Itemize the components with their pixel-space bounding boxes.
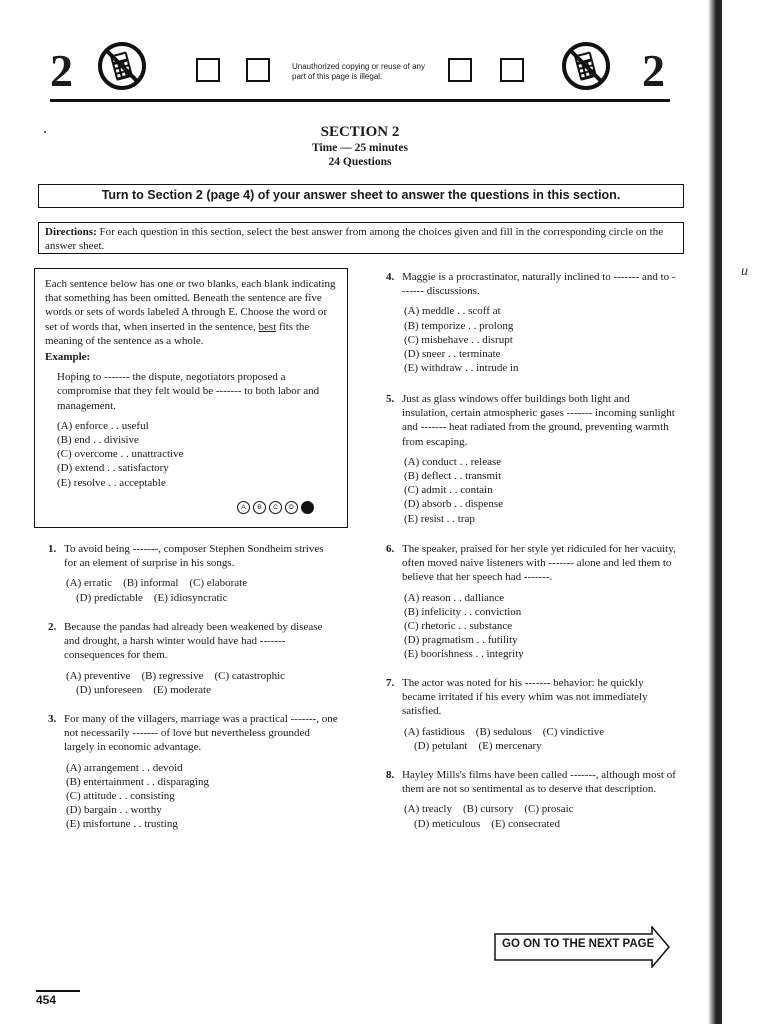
example-choice: (E) resolve . . acceptable xyxy=(57,476,166,489)
answer-bubble: B xyxy=(253,501,266,514)
choice-row: (D) predictable (E) idiosyncratic xyxy=(76,591,228,604)
answer-bubble: D xyxy=(285,501,298,514)
choice-row: (D) petulant (E) mercenary xyxy=(414,739,542,752)
question-text: The actor was noted for his ------- behavior: he quickly became irritated if his every whim was not immediately satisfied. xyxy=(402,677,648,718)
directions-label: Directions: xyxy=(45,226,97,238)
choice: (B) deflect . . transmit xyxy=(404,470,502,483)
question-number: 4. xyxy=(386,271,395,283)
header-box xyxy=(500,58,524,82)
answer-bubbles xyxy=(237,501,314,514)
question-6 xyxy=(386,542,676,662)
header-box xyxy=(196,58,220,82)
question-number: 1. xyxy=(48,543,57,555)
question-number: 3. xyxy=(48,713,57,725)
choice: (A) conduct . . release xyxy=(404,455,502,468)
go-on-label: GO ON TO THE NEXT PAGE xyxy=(502,938,655,950)
answer-bubble-filled xyxy=(301,501,314,514)
choice: (B) entertainment . . disparaging xyxy=(66,775,209,788)
example-choice: (C) overcome . . unattractive xyxy=(57,448,184,461)
header-box xyxy=(448,58,472,82)
choice: (E) misfortune . . trusting xyxy=(66,818,178,831)
question-text: Because the pandas had already been weakened by disease and drought, a harsh winter would have had ------- consequences for them. xyxy=(64,621,323,662)
section-title: SECTION 2 xyxy=(320,124,400,140)
choice: (D) bargain . . worthy xyxy=(66,804,162,817)
choice-row: (A) preventive (B) regressive (C) catastrophic xyxy=(66,669,286,682)
question-3 xyxy=(48,712,338,832)
section-question-count: 24 Questions xyxy=(328,156,392,168)
choice: (D) sneer . . terminate xyxy=(404,348,501,361)
section-number-right: 2 xyxy=(642,45,665,96)
header-box xyxy=(246,58,270,82)
question-number: 5. xyxy=(386,393,395,405)
choice-row: (A) erratic (B) informal (C) elaborate xyxy=(66,577,248,590)
example-choice: (A) enforce . . useful xyxy=(57,419,149,432)
choice: (E) boorishness . . integrity xyxy=(404,648,524,661)
question-text: Hayley Mills's films have been called -------, although most of them are not so sentimental as to deserve that description. xyxy=(402,769,676,796)
example-choice: (D) extend . . satisfactory xyxy=(57,462,169,475)
no-calculator-icon xyxy=(98,42,146,90)
question-number: 6. xyxy=(386,543,395,555)
intro-text: Each sentence below has one or two blanks, each blank indicating that something has been omitted. Beneath the sentence are five words or sets of words labeled A through E. Choose the word or set of words that, when inserted in the sentence, xyxy=(45,278,336,333)
page-header xyxy=(50,40,670,102)
margin-mark: u xyxy=(741,264,748,279)
choice: (C) admit . . contain xyxy=(404,484,493,497)
question-text: Maggie is a procrastinator, naturally inclined to ------- and to ------- discussions. xyxy=(402,271,676,298)
question-number: 2. xyxy=(48,621,57,633)
question-number: 8. xyxy=(386,769,395,781)
choice: (A) reason . . dalliance xyxy=(404,591,505,604)
directions-box xyxy=(38,222,684,254)
question-number: 7. xyxy=(386,677,395,689)
instructions-box xyxy=(34,268,348,528)
question-5 xyxy=(386,392,676,526)
page-number: 454 xyxy=(36,990,80,1007)
directions-text: For each question in this section, select the best answer from among the choices given and fill in the corresponding circle on the answer sheet. xyxy=(45,226,664,252)
intro-emphasis: best xyxy=(258,320,277,333)
example-choice: (B) end . . divisive xyxy=(57,434,139,447)
question-text: To avoid being -------, composer Stephen Sondheim strives for an element of surprise in his songs. xyxy=(64,543,324,570)
choice: (B) temporize . . prolong xyxy=(404,319,514,332)
turn-to-section-banner: Turn to Section 2 (page 4) of your answer sheet to answer the questions in this section. xyxy=(38,184,684,208)
question-1 xyxy=(48,542,338,605)
answer-bubble: A xyxy=(237,501,250,514)
choice-row: (D) unforeseen (E) moderate xyxy=(76,683,211,696)
question-text: For many of the villagers, marriage was a practical -------, one not necessarily ------- of love but nevertheless grounded largely in economic advantage. xyxy=(64,713,338,754)
no-calculator-icon xyxy=(562,42,610,90)
choice: (A) arrangement . . devoid xyxy=(66,761,183,774)
instructions-intro xyxy=(45,277,337,348)
answer-bubble: C xyxy=(269,501,282,514)
example-label: Example: xyxy=(45,351,91,364)
section-number-left: 2 xyxy=(50,45,73,96)
choice: (B) infelicity . . conviction xyxy=(404,605,522,618)
choice: (D) absorb . . dispense xyxy=(404,498,503,511)
go-on-next-page-arrow xyxy=(494,926,670,968)
intro-text-end: fits the meaning of the sentence as a whole. xyxy=(45,320,310,347)
section-heading xyxy=(0,124,720,169)
choice: (D) pragmatism . . futility xyxy=(404,634,518,647)
question-text: The speaker, praised for her style yet ridiculed for her vacuity, often moved naive listeners with ------- alone and led them to believe that her speech had -------. xyxy=(402,543,676,584)
choice: (E) resist . . trap xyxy=(404,512,475,525)
choice: (C) rhetoric . . substance xyxy=(404,620,513,633)
question-7 xyxy=(386,676,676,753)
choice: (C) misbehave . . disrupt xyxy=(404,333,513,346)
choice: (C) attitude . . consisting xyxy=(66,790,175,803)
question-8 xyxy=(386,768,676,831)
choice-row: (D) meticulous (E) consecrated xyxy=(414,817,560,830)
choice-row: (A) treacly (B) cursory (C) prosaic xyxy=(404,803,574,816)
copyright-notice: Unauthorized copying or reuse of any part of this page is illegal. xyxy=(292,62,425,81)
example-choices xyxy=(57,419,337,490)
section-time: Time — 25 minutes xyxy=(312,142,408,154)
question-2 xyxy=(48,620,338,697)
question-text: Just as glass windows offer buildings both light and insulation, certain atmospheric gases ------- incoming sunlight and ------- heat radiated from the ground, preventing warmth from escaping. xyxy=(402,393,675,448)
question-4 xyxy=(386,270,676,375)
choice: (A) meddle . . scoff at xyxy=(404,305,501,318)
choice: (E) withdraw . . intrude in xyxy=(404,362,519,375)
choice-row: (A) fastidious (B) sedulous (C) vindictive xyxy=(404,725,605,738)
example-question: Hoping to ------- the dispute, negotiators proposed a compromise that they felt would be ------- to both labor and management. xyxy=(57,371,320,412)
